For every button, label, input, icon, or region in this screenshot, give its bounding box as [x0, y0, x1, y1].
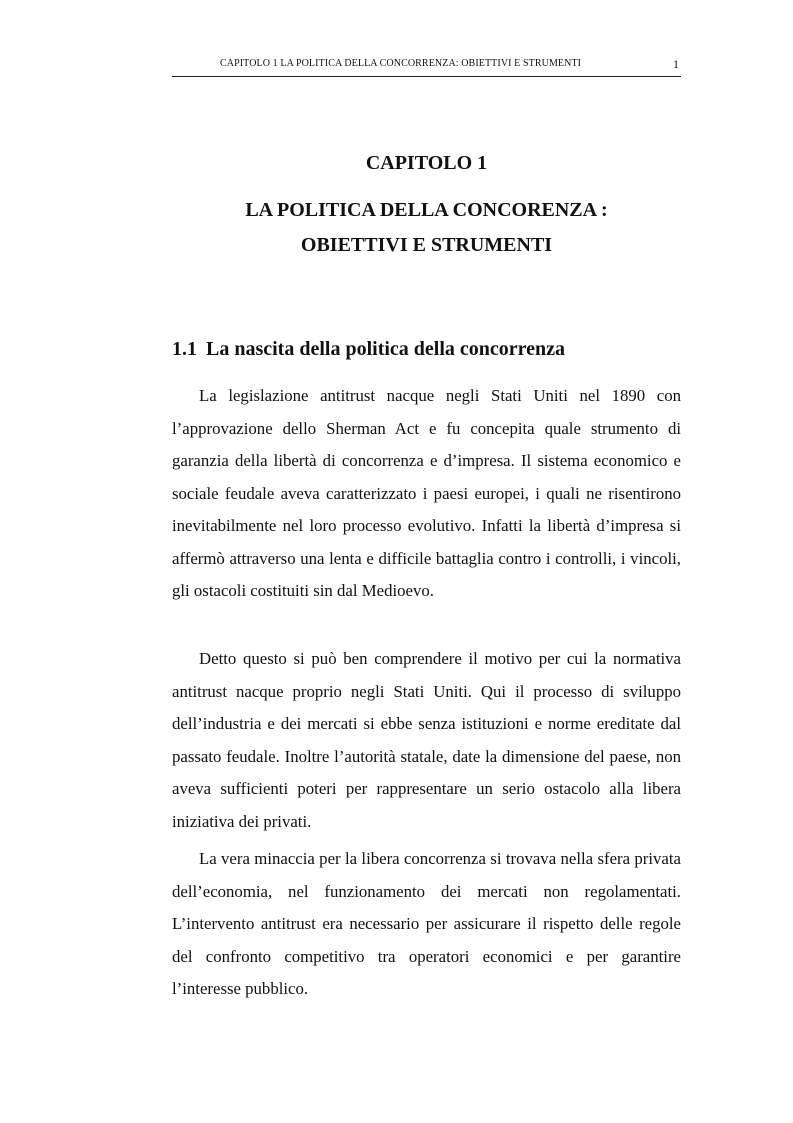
chapter-title-line-1: LA POLITICA DELLA CONCORENZA :	[245, 199, 608, 221]
page-number: 1	[673, 57, 679, 71]
running-header-title: CAPITOLO 1 LA POLITICA DELLA CONCORRENZA: OBIETTIVI E STRUMENTI	[220, 58, 582, 69]
section-number: 1.1	[172, 338, 197, 360]
running-header	[172, 56, 681, 77]
paragraph-3: La vera minaccia per la libera concorrenza si trovava nella sfera privata dell’economia, nel funzionamento dei mercati non regolamentati. L’intervento antitrust era necessario per assicurare il rispetto delle regole del confronto competitivo tra operatori economici e per garantire l’interesse pubblico.	[172, 849, 681, 998]
chapter-title-line-2: OBIETTIVI E STRUMENTI	[300, 234, 553, 256]
section-heading	[172, 338, 565, 361]
section-title: La nascita della politica della concorrenza	[206, 338, 566, 360]
paragraph-1: La legislazione antitrust nacque negli Stati Uniti nel 1890 con l’approvazione dello Sherman Act e fu concepita quale strumento di garanzia della libertà di concorrenza e d’impresa. Il sistema economico e sociale feudale aveva caratterizzato i paesi europei, i quali ne risentirono inevitabilmente nel loro processo evolutivo. Infatti la libertà d’impresa si affermò attraverso una lenta e difficile battaglia contro i controlli, i vincoli, gli ostacoli costituiti sin dal Medioevo.	[172, 386, 681, 600]
paragraph-2: Detto questo si può ben comprendere il motivo per cui la normativa antitrust nacque proprio negli Stati Uniti. Qui il processo di sviluppo dell’industria e dei mercati si ebbe senza istituzioni e norme ereditate dal passato feudale. Inoltre l’autorità statale, date la dimensione del paese, non aveva sufficienti poteri per rappresentare un serio ostacolo alla libera iniziativa dei privati.	[172, 649, 681, 831]
chapter-number: CAPITOLO 1	[365, 152, 488, 174]
